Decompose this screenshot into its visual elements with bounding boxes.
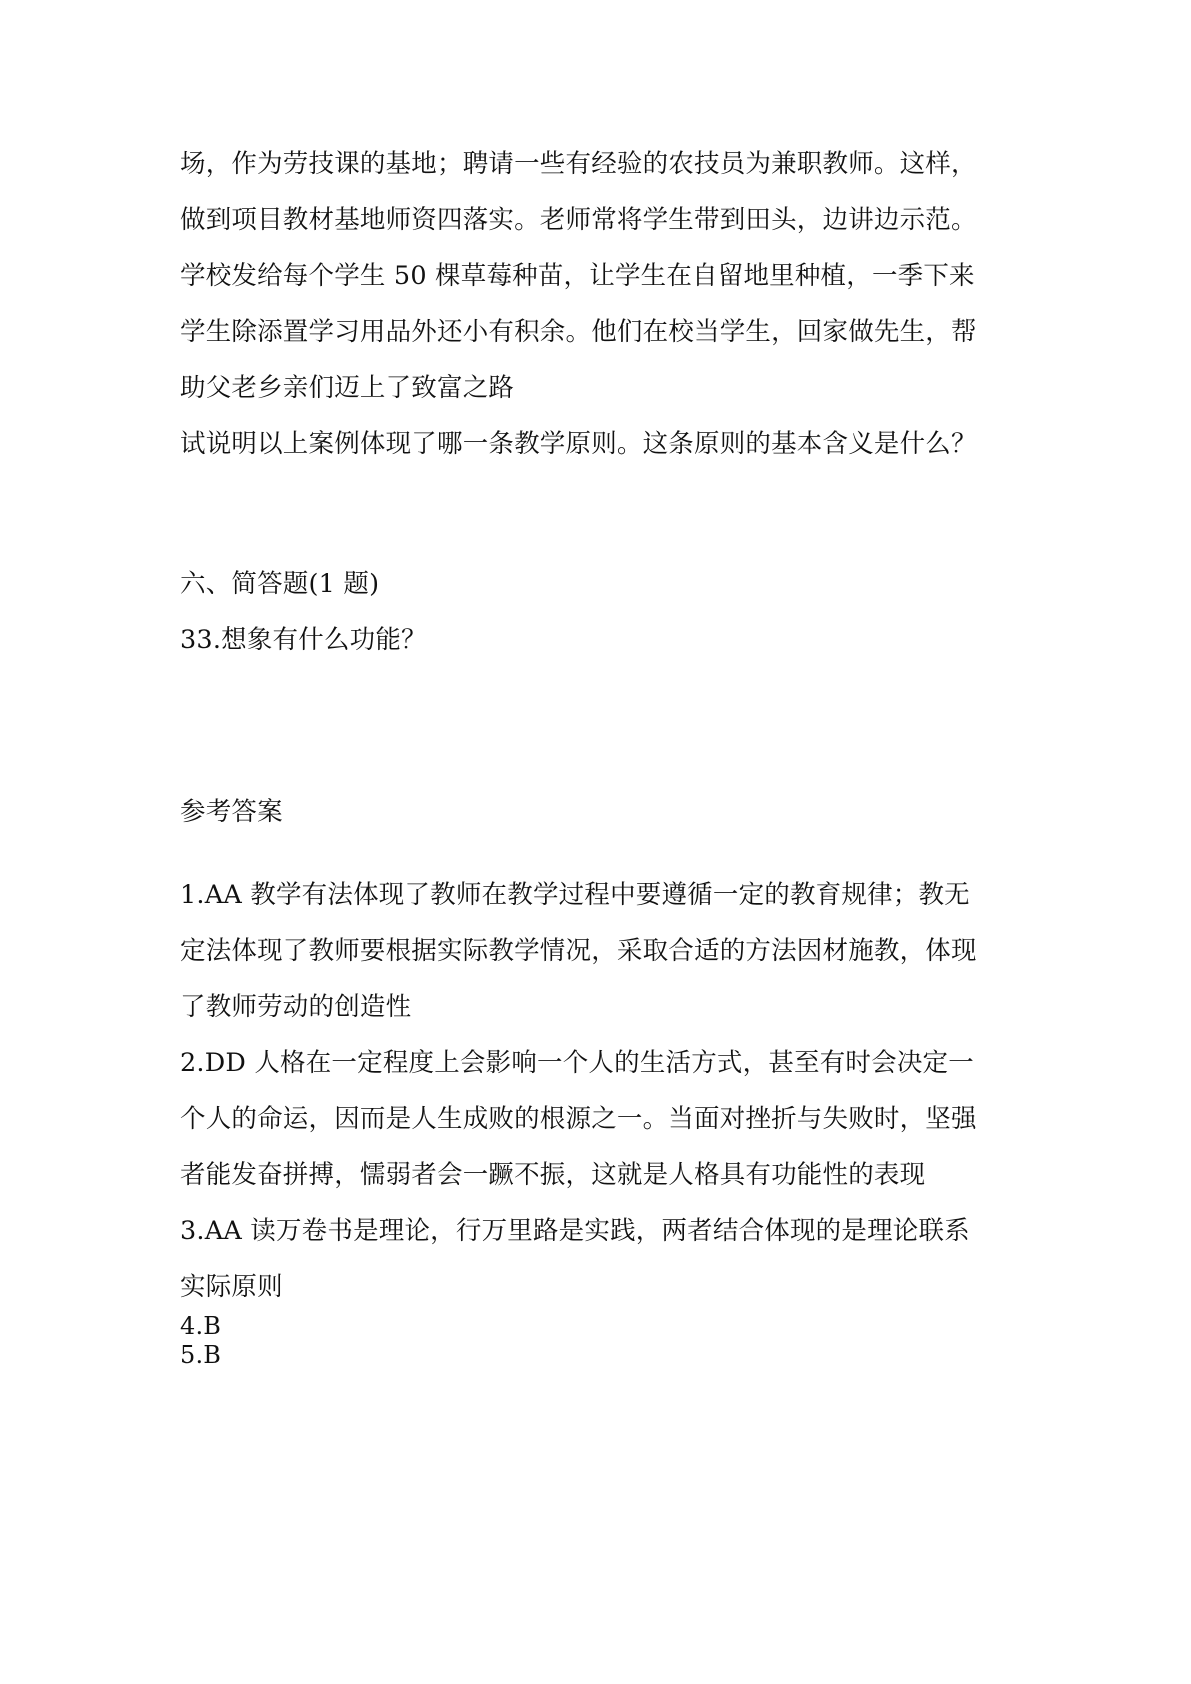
case-text-line: 学生除添置学习用品外还小有积余。他们在校当学生，回家做先生，帮 xyxy=(180,317,977,347)
answer-2-line: 个人的命运，因而是人生成败的根源之一。当面对挫折与失败时，坚强 xyxy=(180,1104,977,1134)
answer-3-line: 实际原则 xyxy=(180,1272,283,1302)
answer-3-line: 3.AA 读万卷书是理论，行万里路是实践，两者结合体现的是理论联系 xyxy=(180,1216,970,1246)
case-question: 试说明以上案例体现了哪一条教学原则。这条原则的基本含义是什么？ xyxy=(180,429,977,459)
case-text-line: 助父老乡亲们迈上了致富之路 xyxy=(180,373,515,403)
answer-1-line: 1.AA 教学有法体现了教师在教学过程中要遵循一定的教育规律；教无 xyxy=(180,880,970,910)
question-33: 33.想象有什么功能？ xyxy=(180,625,427,655)
answer-1-line: 定法体现了教师要根据实际教学情况，采取合适的方法因材施教，体现 xyxy=(180,936,977,966)
case-text-line: 场，作为劳技课的基地；聘请一些有经验的农技员为兼职教师。这样， xyxy=(180,149,977,179)
answer-5: 5.B xyxy=(180,1341,222,1369)
section-heading: 六、简答题(1 题) xyxy=(180,569,380,599)
case-text-line: 做到项目教材基地师资四落实。老师常将学生带到田头，边讲边示范。 xyxy=(180,205,977,235)
answer-1-line: 了教师劳动的创造性 xyxy=(180,992,412,1022)
answer-2-line: 2.DD 人格在一定程度上会影响一个人的生活方式，甚至有时会决定一 xyxy=(180,1048,974,1078)
answer-4: 4.B xyxy=(180,1312,222,1340)
answer-2-line: 者能发奋拼搏，懦弱者会一蹶不振，这就是人格具有功能性的表现 xyxy=(180,1160,926,1190)
answers-heading: 参考答案 xyxy=(180,797,283,827)
case-text-line: 学校发给每个学生 50 棵草莓种苗，让学生在自留地里种植，一季下来 xyxy=(180,261,975,291)
